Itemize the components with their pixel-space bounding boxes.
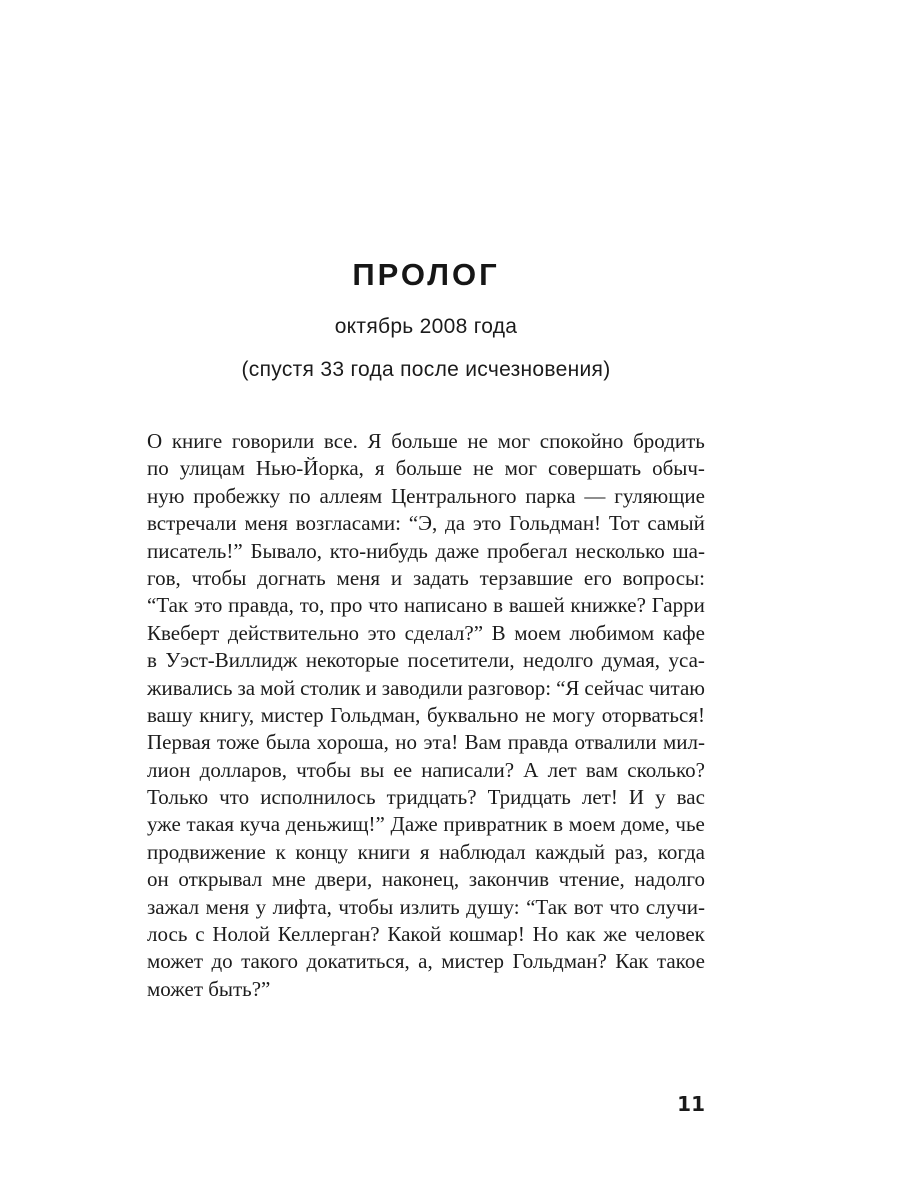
body-line: в Уэст-Виллидж некоторые посетители, недолго думая, уса- [147,648,705,673]
body-line: зажал меня у лифта, чтобы излить душу: “Так вот что случи- [147,894,705,919]
chapter-subtitle-date: октябрь 2008 года [334,315,518,338]
chapter-subtitle-note: (спустя 33 года после исчезновения) [241,358,611,381]
body-line: может до такого докатиться, а, мистер Гольдман? Как такое [147,949,705,974]
body-line: может быть?” [147,976,271,1001]
body-line: по улицам Нью-Йорка, я больше не мог совершать обыч- [147,456,705,481]
body-line: О книге говорили все. Я больше не мог спокойно бродить [147,429,705,453]
chapter-title: ПРОЛОГ [352,257,500,292]
body-line: лось с Нолой Келлерган? Какой кошмар! Но как же человек [147,922,705,947]
body-line: Только что исполнилось тридцать? Тридцать лет! И у вас [147,785,705,810]
page-number: 11 [677,1092,705,1116]
body-line: гов, чтобы догнать меня и задать терзавшие его вопросы: [147,565,705,590]
body-line: живались за мой столик и заводили разговор: “Я сейчас читаю [147,675,705,700]
body-line: ную пробежку по аллеям Центрального парка — гуляющие [147,483,705,508]
body-line: писатель!” Бывало, кто-нибудь даже пробегал несколько ша- [147,538,705,563]
body-line: он открывал мне двери, наконец, закончив чтение, надолго [147,867,705,892]
body-line: продвижение к концу книги я наблюдал каждый раз, когда [147,839,705,864]
body-line: “Так это правда, то, про что написано в вашей книжке? Гарри [147,593,705,618]
body-line: лион долларов, чтобы вы ее написали? А лет вам сколько? [147,757,705,782]
body-line: встречали меня возгласами: “Э, да это Гольдман! Тот самый [147,511,705,536]
body-paragraph [147,429,705,1004]
body-line: Первая тоже была хороша, но эта! Вам правда отвалили мил- [147,730,705,755]
body-line: уже такая куча деньжищ!” Даже привратник в моем доме, чье [147,812,705,837]
body-line: вашу книгу, мистер Гольдман, буквально не могу оторваться! [147,702,705,727]
body-line: Квеберт действительно это сделал?” В моем любимом кафе [147,620,705,645]
